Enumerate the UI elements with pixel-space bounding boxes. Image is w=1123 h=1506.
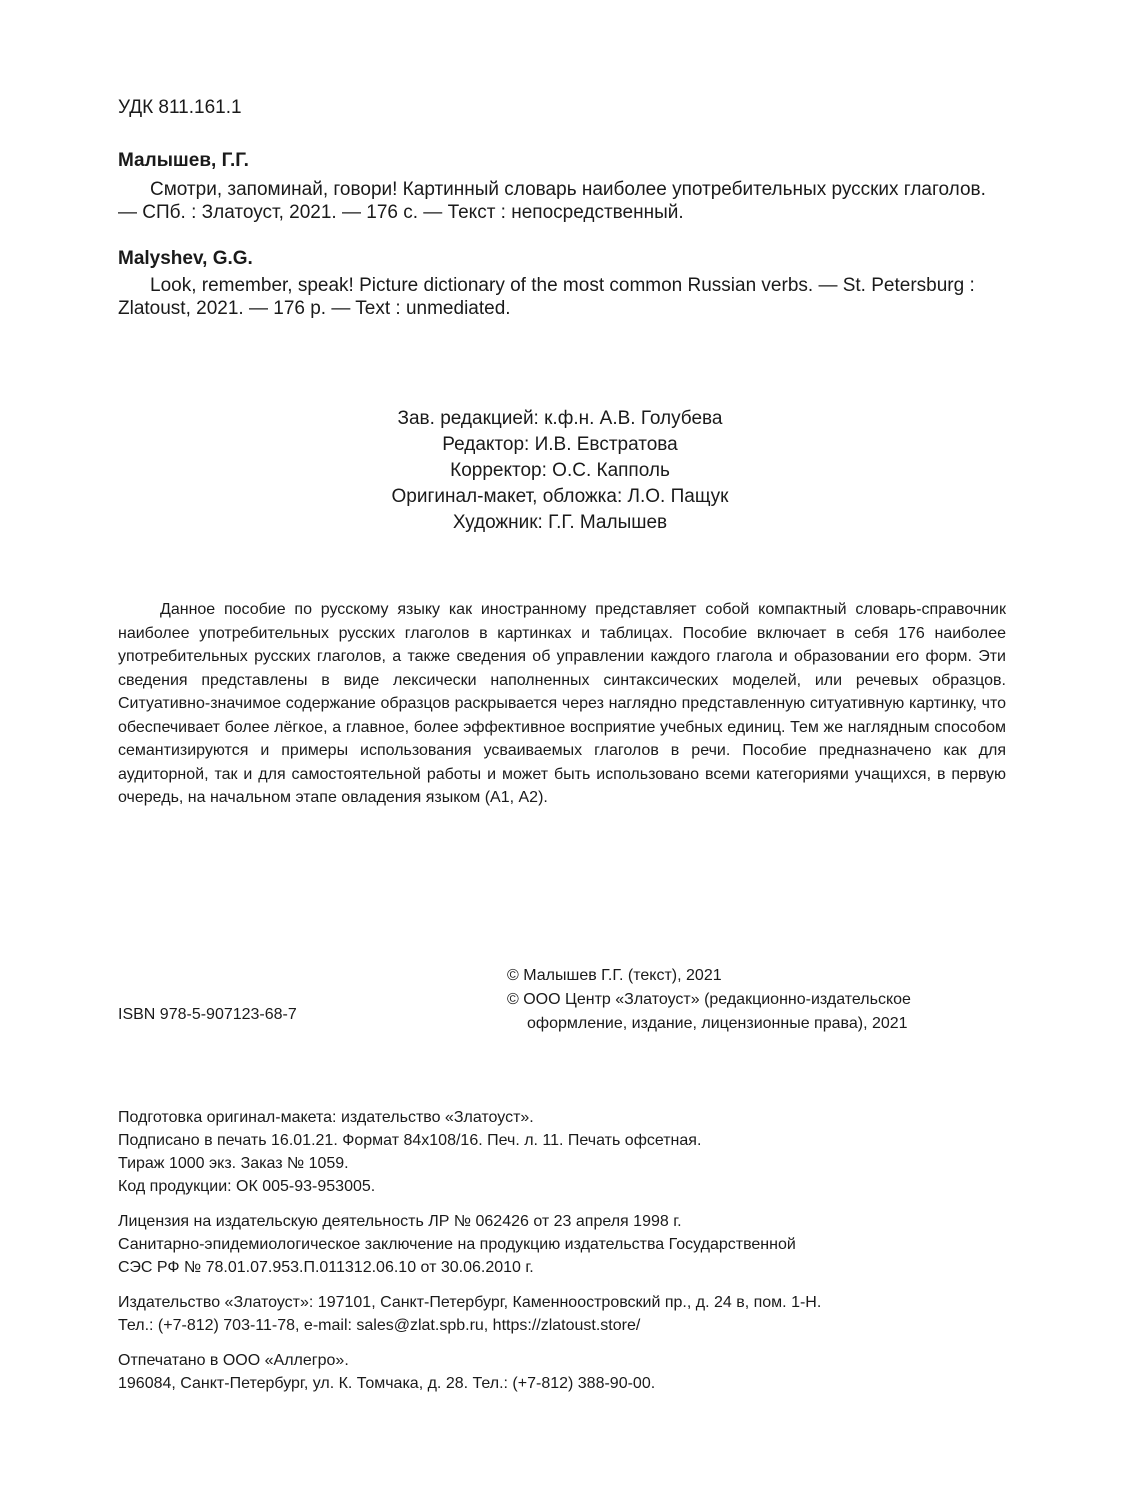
imprint-sanitary-1: Санитарно-эпидемиологическое заключение на продукцию издательства Государственной — [118, 1236, 796, 1253]
staff-artist: Художник: Г.Г. Малышев — [452, 512, 668, 533]
imprint-sanitary-2: СЭС РФ № 78.01.07.953.П.011312.06.10 от 30.06.2010 г. — [118, 1259, 534, 1276]
staff-head-editor: Зав. редакцией: к.ф.н. А.В. Голубева — [397, 408, 723, 429]
imprint-printer: Отпечатано в ООО «Аллегро». — [118, 1352, 349, 1369]
imprint-block — [118, 1106, 821, 1395]
copyright-text: © Малышев Г.Г. (текст), 2021 — [507, 967, 722, 984]
copyright-publisher-2: оформление, издание, лицензионные права), 2021 — [527, 1015, 908, 1032]
imprint-publisher-contacts: Тел.: (+7-812) 703-11-78, e-mail: sales@zlat.spb.ru, https://zlatoust.store/ — [118, 1317, 641, 1334]
bibliographic-description-en: Look, remember, speak! Picture dictionary of the most common Russian verbs. — St. Petersburg : Zlatoust, 2021. — 176 p. — Text : unmediated. — [118, 275, 975, 319]
imprint-product-code: Код продукции: ОК 005-93-953005. — [118, 1178, 376, 1195]
author-ru: Малышев, Г.Г. — [118, 150, 249, 171]
staff-editor: Редактор: И.В. Евстратова — [442, 434, 678, 455]
imprint-publisher-address: Издательство «Златоуст»: 197101, Санкт-Петербург, Каменноостровский пр., д. 24 в, пом. 1-Н. — [118, 1294, 822, 1311]
imprint-circulation: Тираж 1000 экз. Заказ № 1059. — [118, 1155, 349, 1172]
imprint-signed: Подписано в печать 16.01.21. Формат 84x108/16. Печ. л. 11. Печать офсетная. — [118, 1132, 702, 1149]
imprint-license: Лицензия на издательскую деятельность ЛР № 062426 от 23 апреля 1998 г. — [118, 1213, 682, 1230]
copyright-block — [507, 964, 911, 1036]
imprint-printer-address: 196084, Санкт-Петербург, ул. К. Томчака, д. 28. Тел.: (+7-812) 388-90-00. — [118, 1375, 656, 1392]
editorial-staff — [300, 406, 820, 536]
bibliographic-description-ru: Смотри, запоминай, говори! Картинный словарь наиболее употребительных русских глаголов. — СПб. : Златоуст, 2021. — 176 с. — Текст : непосредственный. — [118, 179, 986, 223]
abstract: Данное пособие по русскому языку как иностранному представляет собой компактный словарь-справочник наиболее употребительных русских глаголов в картинках и таблицах. Пособие включает в себя 176 наиболее употребительных русских глаголов, а также сведения об управлении каждого глагола и образовании его форм. Эти сведения представлены в виде лексически наполненных синтаксических моделей, или речевых образцов. Ситуативно-значимое содержание образцов раскрывается через наглядно представленную ситуативную картинку, что обеспечивает более лёгкое, а главное, более эффективное восприятие учебных единиц. Тем же наглядным способом семантизируются и примеры использования усваиваемых глаголов в речи. Пособие предназначено как для аудиторной, так и для самостоятельной работы и может быть использовано всеми категориями учащихся, в первую очередь, на начальном этапе овладения языком (А1, А2). — [118, 601, 1006, 806]
isbn: ISBN 978-5-907123-68-7 — [118, 1006, 297, 1023]
author-en: Malyshev, G.G. — [118, 248, 253, 269]
staff-proofreader: Корректор: О.С. Капполь — [450, 460, 670, 481]
copyright-publisher-1: © ООО Центр «Златоуст» (редакционно-издательское — [507, 991, 911, 1008]
udk-code: УДК 811.161.1 — [118, 97, 242, 118]
staff-layout: Оригинал-макет, обложка: Л.О. Пащук — [391, 486, 729, 507]
imprint-preparation: Подготовка оригинал-макета: издательство «Златоуст». — [118, 1109, 534, 1126]
